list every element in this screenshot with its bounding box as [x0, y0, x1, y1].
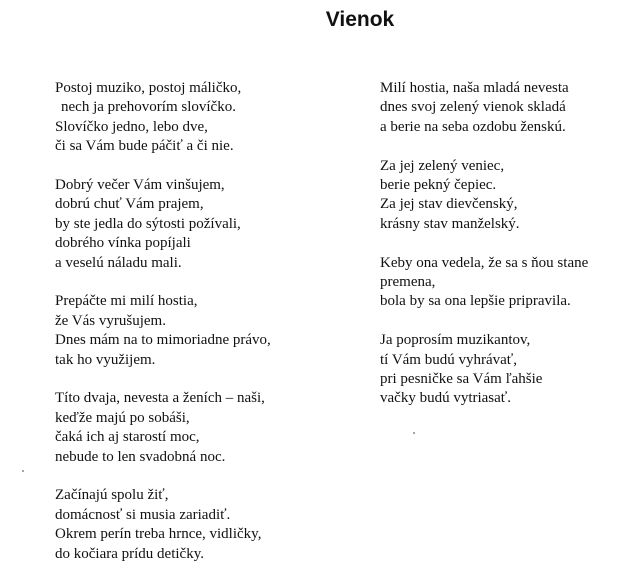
stanza — [380, 254, 630, 312]
verse-line: do kočiara prídu detičky. — [55, 545, 204, 562]
verse-line: Slovíčko jedno, lebo dve, — [55, 118, 208, 135]
verse-line: berie pekný čepiec. — [380, 177, 497, 194]
verse-line: dobrého vínka popíjali — [55, 235, 191, 252]
verse-line: či sa Vám bude páčiť a či nie. — [55, 138, 234, 155]
verse-line: by ste jedla do sýtosti požívali, — [55, 215, 241, 232]
stanza — [55, 79, 325, 157]
verse-line: tak ho využijem. — [55, 351, 156, 368]
verse-line: nech ja prehovorím slovíčko. — [61, 99, 236, 116]
verse-line: že Vás vyrušujem. — [55, 312, 166, 329]
verse-line: Okrem perín treba hrnce, vidličky, — [55, 526, 262, 543]
scan-speck — [22, 470, 24, 472]
verse-line: Postoj muziko, postoj máličko, — [55, 80, 242, 96]
verse-line: Keby ona vedela, že sa s ňou stane — [380, 254, 589, 271]
verse-line: dnes svoj zelený vienok skladá — [380, 99, 566, 116]
verse-line: Títo dvaja, nevesta a ženích – naši, — [55, 390, 265, 407]
verse-line: Začínajú spolu žiť, — [55, 487, 169, 504]
left-column — [55, 79, 325, 583]
verse-line: domácnosť si musia zariadiť. — [55, 506, 231, 523]
verse-line: Milí hostia, naša mladá nevesta — [380, 80, 569, 96]
verse-line: bola by sa ona lepšie pripravila. — [380, 293, 571, 310]
verse-line: Za jej stav dievčenský, — [380, 196, 518, 213]
stanza — [380, 157, 630, 235]
verse-line: Dobrý večer Vám vinšujem, — [55, 177, 225, 194]
verse-line: čaká ich aj starostí moc, — [55, 429, 200, 446]
verse-line: Prepáčte mi milí hostia, — [55, 293, 198, 310]
stanza — [55, 292, 325, 370]
stanza — [55, 389, 325, 467]
verse-line: tí Vám budú vyhrávať, — [380, 351, 517, 368]
verse-line: krásny stav manželský. — [380, 215, 520, 232]
stanza — [55, 486, 325, 564]
right-column — [380, 79, 630, 428]
stanza — [380, 331, 630, 409]
verse-line: pri pesničke sa Vám ľahšie — [380, 371, 543, 388]
verse-line: dobrú chuť Vám prajem, — [55, 196, 204, 213]
verse-line: Za jej zelený veniec, — [380, 157, 505, 174]
verse-line: nebude to len svadobná noc. — [55, 448, 226, 465]
verse-line: premena, — [380, 274, 436, 291]
verse-line: a veselú náladu mali. — [55, 254, 182, 271]
poem-title: Vienok — [325, 8, 395, 31]
verse-line: Ja poprosím muzikantov, — [380, 332, 531, 349]
stanza — [55, 176, 325, 273]
verse-line: keďže majú po sobáši, — [55, 409, 190, 426]
stanza — [380, 79, 630, 137]
verse-line: a berie na seba ozdobu ženskú. — [380, 118, 566, 135]
verse-line: Dnes mám na to mimoriadne právo, — [55, 332, 271, 349]
scan-speck — [413, 432, 415, 434]
verse-line: vačky budú vytriasať. — [380, 390, 511, 407]
